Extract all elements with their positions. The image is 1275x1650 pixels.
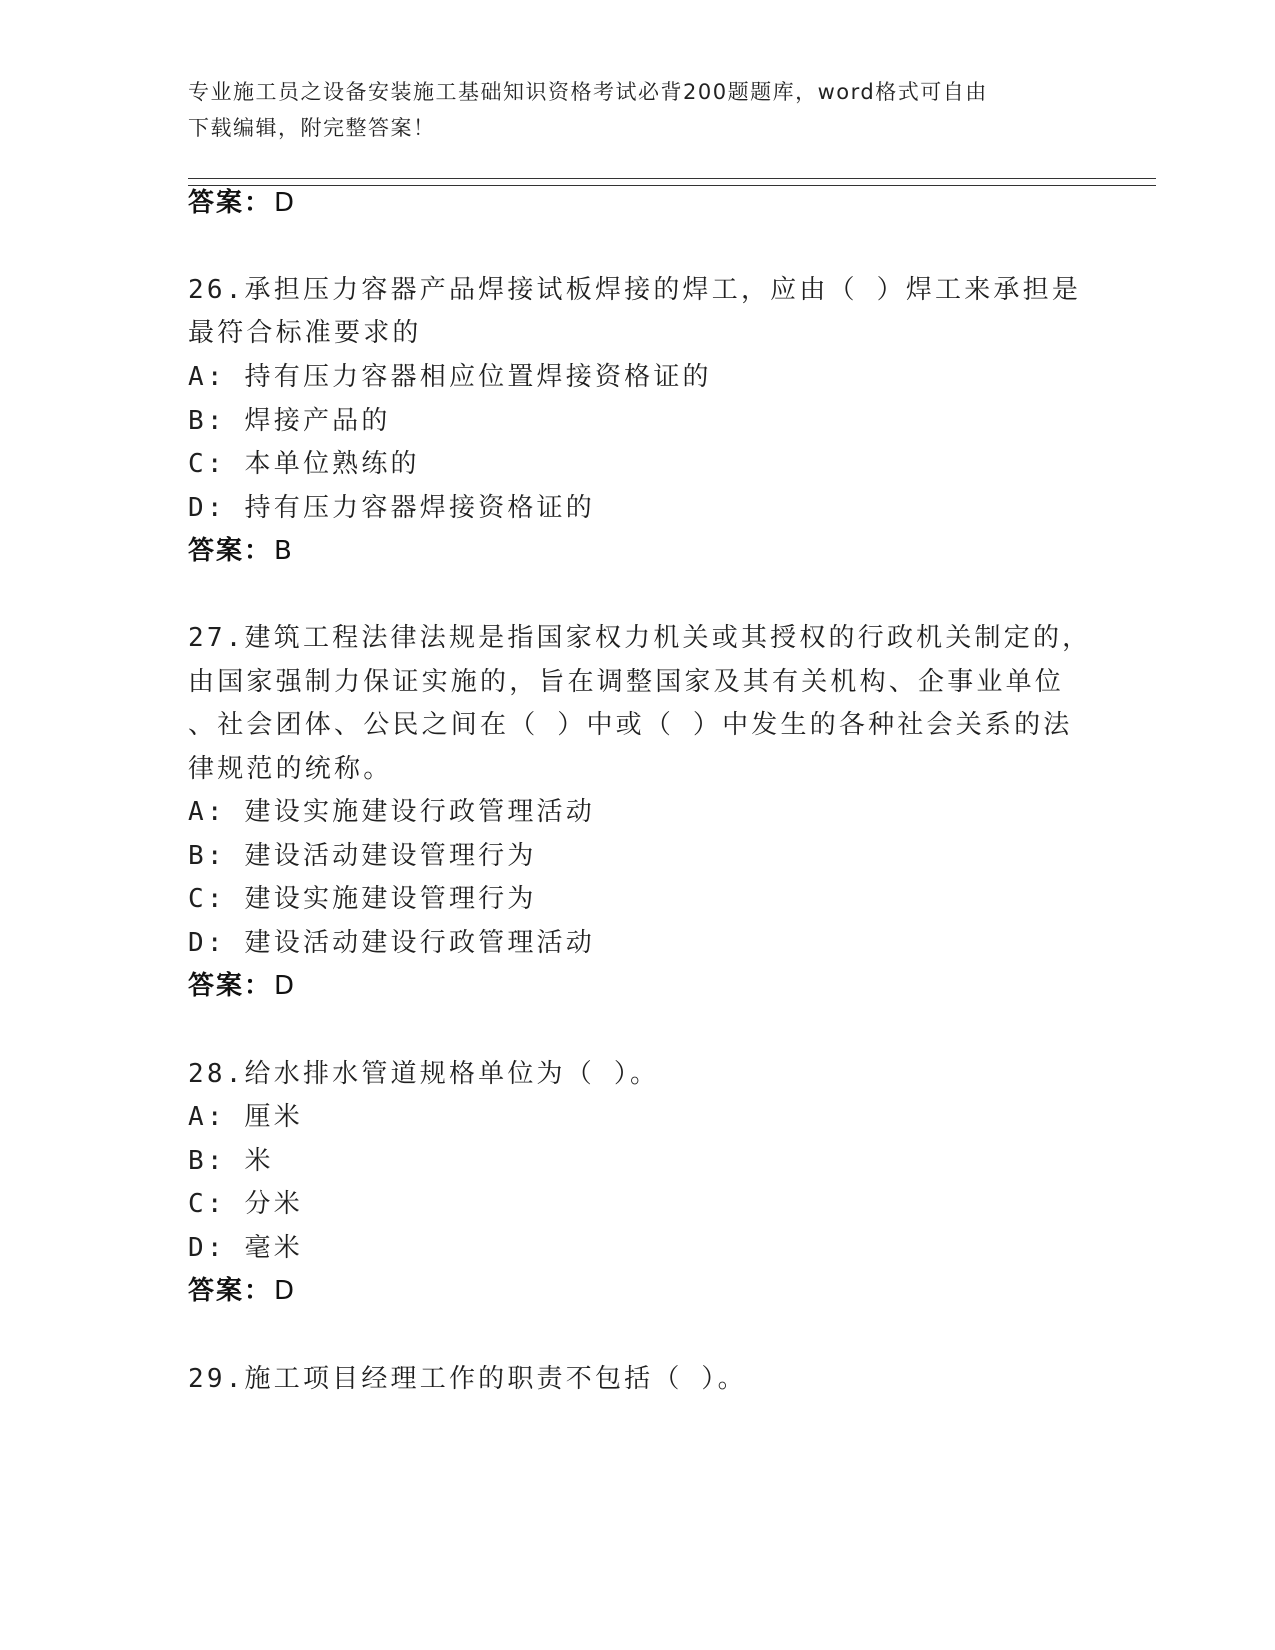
question-26-line-1: 26.承担压力容器产品焊接试板焊接的焊工，应由（ ）焊工来承担是 (188, 275, 1082, 305)
answer-value: D (274, 971, 297, 1001)
header-line-1: 专业施工员之设备安装施工基础知识资格考试必背200题题库，word格式可自由 (188, 80, 988, 104)
answer-label: 答案： (188, 971, 273, 1001)
question-29-line-1: 29.施工项目经理工作的职责不包括（ ）。 (188, 1364, 747, 1394)
question-27-option-a: A: 建设实施建设行政管理活动 (188, 797, 595, 827)
question-27-line-4: 律规范的统称。 (188, 754, 393, 784)
header-line-2: 下载编辑，附完整答案！ (188, 116, 436, 140)
question-27-line-2: 由国家强制力保证实施的，旨在调整国家及其有关机构、企事业单位 (188, 667, 1065, 697)
question-27-line-3: 、社会团体、公民之间在（ ）中或（ ）中发生的各种社会关系的法 (188, 710, 1073, 740)
question-28-line-1: 28.给水排水管道规格单位为（ ）。 (188, 1059, 660, 1089)
question-28-option-b: B: 米 (188, 1146, 274, 1176)
question-28-option-a: A: 厘米 (188, 1102, 303, 1132)
question-27-option-c: C: 建设实施建设管理行为 (188, 884, 537, 914)
answer-value: D (274, 1276, 297, 1306)
answer-value: D (274, 188, 297, 218)
question-28-option-c: C: 分米 (188, 1189, 303, 1219)
question-26-option-c: C: 本单位熟练的 (188, 449, 420, 479)
answer-value: B (274, 536, 294, 566)
question-27-answer (188, 969, 296, 1003)
answer-label: 答案： (188, 536, 273, 566)
answer-line-prev (188, 186, 296, 220)
answer-label: 答案： (188, 188, 273, 218)
question-28-option-d: D: 毫米 (188, 1233, 303, 1263)
answer-label: 答案： (188, 1276, 273, 1306)
document-header (188, 74, 1068, 146)
question-27-option-d: D: 建设活动建设行政管理活动 (188, 928, 595, 958)
question-26-option-b: B: 焊接产品的 (188, 406, 391, 436)
question-26-option-a: A: 持有压力容器相应位置焊接资格证的 (188, 362, 712, 392)
question-26-line-2: 最符合标准要求的 (188, 318, 422, 348)
question-27-option-b: B: 建设活动建设管理行为 (188, 841, 537, 871)
question-28-answer (188, 1274, 296, 1308)
question-26-option-d: D: 持有压力容器焊接资格证的 (188, 493, 595, 523)
question-27-line-1: 27.建筑工程法律法规是指国家权力机关或其授权的行政机关制定的， (188, 623, 1092, 653)
header-divider (188, 178, 1156, 186)
question-26-answer (188, 534, 294, 568)
